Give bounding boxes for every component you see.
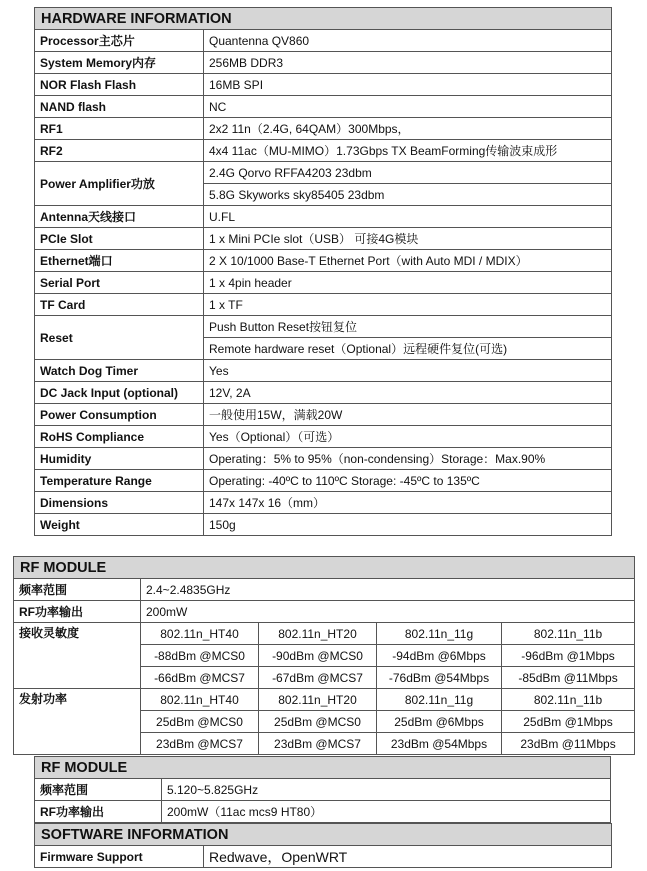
hardware-row (35, 514, 612, 536)
hardware-row-label: Ethernet端口 (35, 250, 204, 272)
hardware-row-value: 1 x TF (204, 294, 612, 316)
hardware-row-value: Operating：5% to 95%（non-condensing）Storage：Max.90% (204, 448, 612, 470)
hardware-row-value: U.FL (204, 206, 612, 228)
hardware-row (35, 162, 612, 184)
hardware-row (35, 360, 612, 382)
hardware-table (34, 7, 612, 536)
power-label: RF功率输出 (14, 601, 141, 623)
hardware-row-value: 2x2 11n（2.4G, 64QAM）300Mbps， (204, 118, 612, 140)
sensitivity-cell: -85dBm @11Mbps (502, 667, 635, 689)
hardware-row-label: NOR Flash Flash (35, 74, 204, 96)
hardware-row-label: Reset (35, 316, 204, 360)
sensitivity-cell: -96dBm @1Mbps (502, 645, 635, 667)
sensitivity-label: 接收灵敏度 (14, 623, 141, 689)
hardware-row-label: RoHS Compliance (35, 426, 204, 448)
hardware-row-value: 2 X 10/1000 Base-T Ethernet Port（with Auto MDI / MDIX） (204, 250, 612, 272)
hardware-row-label: Power Consumption (35, 404, 204, 426)
hardware-row-label: NAND flash (35, 96, 204, 118)
tx-power-cell: 23dBm @MCS7 (259, 733, 377, 755)
mode-header: 802.11n_11b (502, 689, 635, 711)
firmware-value: Redwave，OpenWRT (204, 846, 612, 868)
sensitivity-cell: -94dBm @6Mbps (377, 645, 502, 667)
hardware-row-label: RF1 (35, 118, 204, 140)
hardware-row-value: NC (204, 96, 612, 118)
hardware-row (35, 118, 612, 140)
hardware-row (35, 272, 612, 294)
hardware-row-label: Serial Port (35, 272, 204, 294)
hardware-row-label: Humidity (35, 448, 204, 470)
rf-module-title: RF MODULE (35, 757, 611, 779)
tx-power-cell: 23dBm @11Mbps (502, 733, 635, 755)
hardware-row-value: Yes（Optional）（可选） (204, 426, 612, 448)
sensitivity-cell: -76dBm @54Mbps (377, 667, 502, 689)
hardware-row-value: 12V, 2A (204, 382, 612, 404)
hardware-row-value: 1 x 4pin header (204, 272, 612, 294)
hardware-row (35, 52, 612, 74)
mode-header: 802.11n_HT40 (141, 689, 259, 711)
mode-header: 802.11n_11g (377, 623, 502, 645)
hardware-row-value: Quantenna QV860 (204, 30, 612, 52)
rf-module-5g-table (34, 756, 611, 823)
freq-label: 频率范围 (14, 579, 141, 601)
hardware-row-value: 256MB DDR3 (204, 52, 612, 74)
freq-value: 5.120~5.825GHz (162, 779, 611, 801)
hardware-row (35, 30, 612, 52)
tx-power-cell: 23dBm @54Mbps (377, 733, 502, 755)
sensitivity-cell: -67dBm @MCS7 (259, 667, 377, 689)
hardware-row (35, 228, 612, 250)
hardware-row-value: 150g (204, 514, 612, 536)
tx-power-cell: 25dBm @MCS0 (259, 711, 377, 733)
sensitivity-cell: -66dBm @MCS7 (141, 667, 259, 689)
power-label: RF功率输出 (35, 801, 162, 823)
hardware-row (35, 426, 612, 448)
software-table (34, 823, 612, 868)
sensitivity-cell: -90dBm @MCS0 (259, 645, 377, 667)
hardware-row-value: 5.8G Skyworks sky85405 23dbm (204, 184, 612, 206)
rf-module-title: RF MODULE (14, 557, 635, 579)
hardware-row (35, 448, 612, 470)
hardware-row-value: Remote hardware reset（Optional）远程硬件复位(可选) (204, 338, 612, 360)
hardware-row-label: Dimensions (35, 492, 204, 514)
hardware-row-value: Yes (204, 360, 612, 382)
hardware-row-label: Processor主芯片 (35, 30, 204, 52)
hardware-row-label: Antenna天线接口 (35, 206, 204, 228)
power-value: 200mW (141, 601, 635, 623)
tx-power-label: 发射功率 (14, 689, 141, 755)
mode-header: 802.11n_HT40 (141, 623, 259, 645)
firmware-label: Firmware Support (35, 846, 204, 868)
hardware-row-value: Operating: -40ºC to 110ºC Storage: -45ºC to 135ºC (204, 470, 612, 492)
mode-header: 802.11n_HT20 (259, 689, 377, 711)
hardware-row (35, 492, 612, 514)
freq-value: 2.4~2.4835GHz (141, 579, 635, 601)
mode-header: 802.11n_HT20 (259, 623, 377, 645)
freq-label: 频率范围 (35, 779, 162, 801)
hardware-row (35, 140, 612, 162)
hardware-row (35, 316, 612, 338)
hardware-row (35, 206, 612, 228)
hardware-row-label: RF2 (35, 140, 204, 162)
hardware-row (35, 74, 612, 96)
mode-header: 802.11n_11g (377, 689, 502, 711)
tx-power-cell: 25dBm @1Mbps (502, 711, 635, 733)
hardware-row-value: 4x4 11ac（MU-MIMO）1.73Gbps TX BeamForming传输波束成形 (204, 140, 612, 162)
hardware-row (35, 294, 612, 316)
hardware-row (35, 96, 612, 118)
hardware-row (35, 382, 612, 404)
tx-power-cell: 23dBm @MCS7 (141, 733, 259, 755)
hardware-row-label: System Memory内存 (35, 52, 204, 74)
hardware-row (35, 404, 612, 426)
hardware-row-label: DC Jack Input (optional) (35, 382, 204, 404)
hardware-row (35, 250, 612, 272)
hardware-title: HARDWARE INFORMATION (35, 8, 612, 30)
tx-power-cell: 25dBm @6Mbps (377, 711, 502, 733)
hardware-row-value: 一般使用15W，满载20W (204, 404, 612, 426)
hardware-row-value: 2.4G Qorvo RFFA4203 23dbm (204, 162, 612, 184)
mode-header: 802.11n_11b (502, 623, 635, 645)
sensitivity-cell: -88dBm @MCS0 (141, 645, 259, 667)
rf-module-2g-table (13, 556, 635, 755)
hardware-row-label: TF Card (35, 294, 204, 316)
hardware-body (35, 8, 612, 536)
hardware-row-value: 1 x Mini PCIe slot（USB） 可接4G模块 (204, 228, 612, 250)
software-title: SOFTWARE INFORMATION (35, 824, 612, 846)
hardware-row-label: Weight (35, 514, 204, 536)
power-value: 200mW（11ac mcs9 HT80） (162, 801, 611, 823)
hardware-row-value: 16MB SPI (204, 74, 612, 96)
hardware-row-label: Temperature Range (35, 470, 204, 492)
hardware-row-value: 147x 147x 16（mm） (204, 492, 612, 514)
tx-power-cell: 25dBm @MCS0 (141, 711, 259, 733)
hardware-row-value: Push Button Reset按钮复位 (204, 316, 612, 338)
hardware-row-label: Watch Dog Timer (35, 360, 204, 382)
hardware-row-label: PCIe Slot (35, 228, 204, 250)
hardware-row (35, 470, 612, 492)
hardware-row-label: Power Amplifier功放 (35, 162, 204, 206)
